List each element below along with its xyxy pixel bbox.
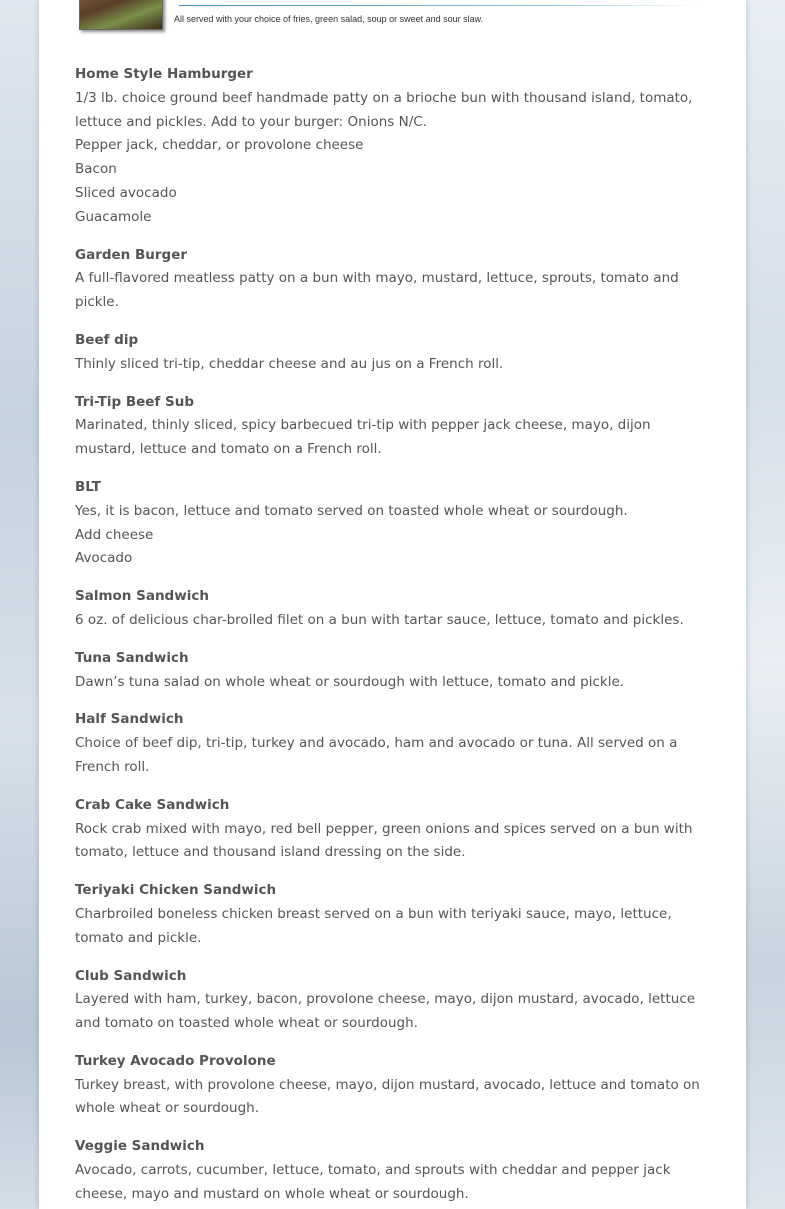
menu-item-description: Rock crab mixed with mayo, red bell pepper, green onions and spices served on a bun with tomato, lettuce and thousand island dressing on the side. <box>75 820 693 861</box>
menu-item <box>75 391 705 462</box>
banner-script-heading <box>181 0 431 2</box>
background-left <box>0 0 40 1209</box>
menu-item <box>75 879 705 950</box>
section-banner <box>79 0 699 32</box>
menu-item-description: Dawn’s tuna salad on whole wheat or sourdough with lettuce, tomato and pickle. <box>75 673 625 690</box>
menu-item-name: BLT <box>75 478 101 495</box>
menu-item <box>75 1050 705 1121</box>
menu-item-description: Choice of beef dip, tri-tip, turkey and avocado, ham and avocado or tuna. All served on a French roll. <box>75 735 678 775</box>
menu-item <box>75 329 705 377</box>
menu-item-description: Add cheese <box>75 526 154 543</box>
menu-item-name: Crab Cake Sandwich <box>75 796 230 813</box>
menu-item-description: Yes, it is bacon, lettuce and tomato served on toasted whole wheat or sourdough. <box>75 502 628 519</box>
background-right <box>745 0 785 1209</box>
menu-item-description: Avocado <box>75 550 133 567</box>
menu-item-description: Layered with ham, turkey, bacon, provolone cheese, mayo, dijon mustard, avocado, lettuce and tomato on toasted whole wheat or sourdough. <box>75 991 696 1032</box>
menu-item <box>75 965 705 1036</box>
menu-item-name: Tuna Sandwich <box>75 649 189 666</box>
menu-item <box>75 708 705 779</box>
menu-item-name: Teriyaki Chicken Sandwich <box>75 882 277 899</box>
menu-item <box>75 647 705 695</box>
menu-item <box>75 1135 705 1206</box>
menu-item-name: Garden Burger <box>75 246 188 263</box>
menu-item-description: Turkey breast, with provolone cheese, mayo, dijon mustard, avocado, lettuce and tomato on whole wheat or sourdough. <box>75 1076 700 1117</box>
menu-item <box>75 585 705 633</box>
menu-item <box>75 244 705 315</box>
menu-item-name: Salmon Sandwich <box>75 588 209 605</box>
page-content <box>39 0 746 1209</box>
menu-item-description: A full-flavored meatless patty on a bun with mayo, mustard, lettuce, sprouts, tomato and pickle. <box>75 270 679 311</box>
menu-item-description: Sliced avocado <box>75 184 177 201</box>
menu-item <box>75 476 705 571</box>
menu-item-description: Marinated, thinly sliced, spicy barbecued tri-tip with pepper jack cheese, mayo, dijon mustard, lettuce and tomato on a French roll. <box>75 417 651 458</box>
menu-item-name: Club Sandwich <box>75 967 187 984</box>
menu-item-description: Guacamole <box>75 208 152 225</box>
menu-item-name: Beef dip <box>75 331 139 348</box>
banner-food-photo <box>79 0 163 30</box>
menu-item-name: Home Style Hamburger <box>75 66 253 82</box>
menu-item <box>75 63 705 230</box>
banner-divider <box>179 5 699 6</box>
menu-item-name: Half Sandwich <box>75 711 184 728</box>
menu-item-description: 1/3 lb. choice ground beef handmade patty on a brioche bun with thousand island, tomato, lettuce and pickles. Add to your burger: Onions N/C. <box>75 89 693 130</box>
menu-item-description: Avocado, carrots, cucumber, lettuce, tomato, and sprouts with cheddar and pepper jack cheese, mayo and mustard on whole wheat or sourdough. <box>75 1162 671 1202</box>
menu-list <box>75 63 705 1209</box>
menu-item-description: 6 oz. of delicious char-broiled filet on a bun with tartar sauce, lettuce, tomato and pickles. <box>75 611 684 628</box>
menu-item <box>75 794 705 865</box>
menu-item-name: Veggie Sandwich <box>75 1138 205 1155</box>
menu-item-name: Tri-Tip Beef Sub <box>75 393 195 410</box>
banner-caption: All served with your choice of fries, green salad, soup or sweet and sour slaw. <box>174 14 484 24</box>
menu-item-description: Bacon <box>75 161 117 178</box>
menu-item-description: Pepper jack, cheddar, or provolone cheese <box>75 137 364 154</box>
menu-item-description: Thinly sliced tri-tip, cheddar cheese and au jus on a French roll. <box>75 355 504 372</box>
menu-item-description: Charbroiled boneless chicken breast served on a bun with teriyaki sauce, mayo, lettuce, tomato and pickle. <box>75 905 672 946</box>
menu-item-name: Turkey Avocado Provolone <box>75 1052 276 1069</box>
